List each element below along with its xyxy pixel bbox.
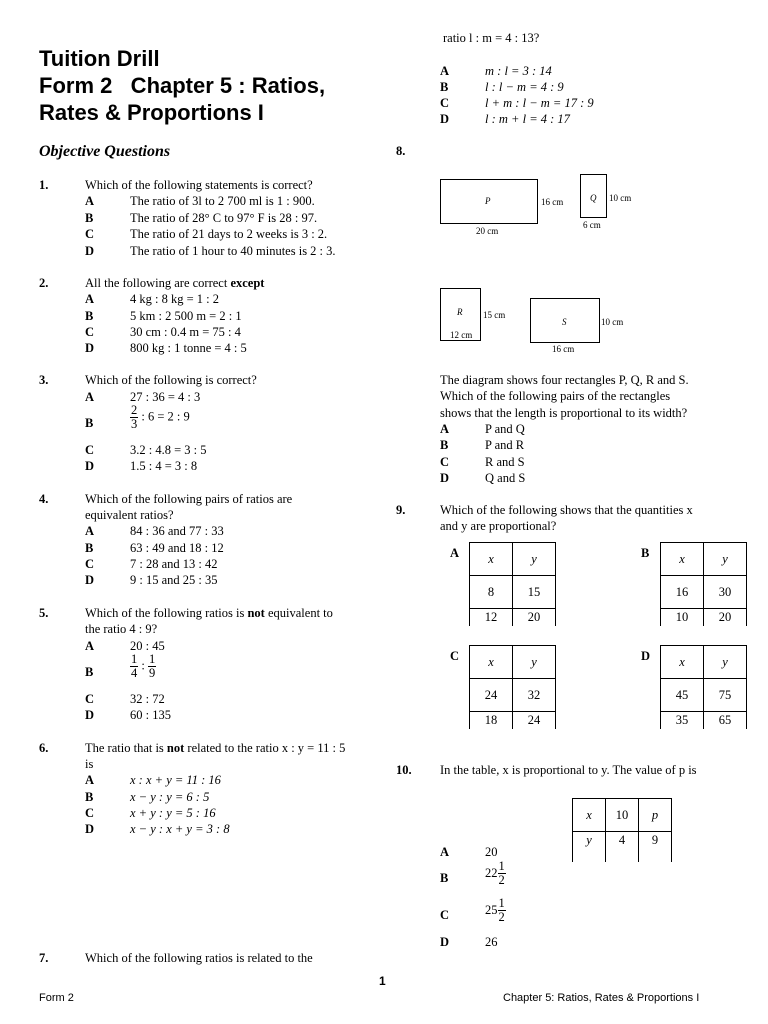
stem-emphasis: except (230, 276, 265, 290)
option-label: D (85, 708, 95, 722)
table-cell: 35 (661, 712, 704, 730)
stem-emphasis: not (247, 606, 265, 620)
rectangle-height: 10 cm (601, 317, 624, 327)
table-cell: 75 (704, 679, 747, 712)
option-text: 5 km : 2 500 m = 2 : 1 (130, 309, 242, 323)
table-cell: 10 (661, 609, 704, 627)
option-label: D (85, 573, 95, 587)
numerator: 1 (148, 652, 156, 666)
option-label: C (85, 227, 95, 241)
mixed-whole: 25 (485, 903, 498, 917)
option-label: C (85, 806, 95, 820)
option-label: B (440, 80, 449, 94)
header-x: x (586, 807, 592, 822)
stem-text: Which of the following ratios is (85, 606, 245, 620)
title-line: Tuition Drill (39, 46, 160, 71)
option-text (485, 860, 506, 887)
table-option-b (660, 542, 747, 626)
option-label: D (85, 341, 95, 355)
option-label: D (85, 244, 95, 258)
header-y: y (722, 654, 728, 669)
denominator: 9 (148, 666, 156, 680)
table-x-y-values (572, 798, 672, 862)
option-text: l : l − m = 4 : 9 (485, 80, 564, 94)
option-label: C (85, 325, 95, 339)
option-text: The ratio of 21 days to 2 weeks is 3 : 2. (130, 227, 328, 241)
option-label: C (85, 692, 95, 706)
option-label: A (85, 390, 95, 404)
rectangle-height: 15 cm (483, 310, 506, 320)
fraction (130, 653, 138, 680)
table-option-c (469, 645, 556, 729)
option-text: 20 : 45 (130, 639, 165, 653)
fraction (130, 404, 138, 431)
option-text: 3.2 : 4.8 = 3 : 5 (130, 443, 207, 457)
option-text: 84 : 36 and 77 : 33 (130, 524, 224, 538)
question-number: 3. (39, 373, 49, 387)
option-text: 26 (485, 935, 498, 949)
rectangle-width: 20 cm (476, 226, 499, 236)
table-cell: 20 (513, 609, 556, 627)
question-stem: Which of the following pairs of the rectangles (440, 389, 671, 403)
question-stem: Which of the following shows that the quantities x (440, 503, 693, 517)
table-cell: 16 (661, 576, 704, 609)
option-text: R and S (485, 455, 525, 469)
page-title (39, 45, 325, 126)
option-label: D (440, 471, 450, 485)
mixed-whole: 22 (485, 866, 498, 880)
option-label: C (85, 443, 95, 457)
numerator: 1 (498, 859, 505, 873)
question-number: 7. (39, 951, 49, 965)
option-label: C (450, 649, 460, 663)
table-cell: 12 (470, 609, 513, 627)
header-y: y (531, 551, 537, 566)
table-cell: 4 (606, 832, 639, 863)
option-text: The ratio of 3l to 2 700 ml is 1 : 900. (130, 194, 315, 208)
option-label: D (641, 649, 651, 663)
question-stem (85, 275, 264, 291)
option-label: B (440, 438, 449, 452)
table-option-d (660, 645, 747, 729)
option-text: 32 : 72 (130, 692, 165, 706)
question-number: 6. (39, 741, 49, 755)
question-stem: Which of the following is correct? (85, 373, 257, 387)
section-heading: Objective Questions (39, 143, 171, 160)
table-cell-p: p (651, 807, 659, 822)
rectangle-height: 10 cm (609, 193, 632, 203)
option-text: 27 : 36 = 4 : 3 (130, 390, 201, 404)
option-label: A (85, 773, 95, 787)
question-stem: is (85, 757, 94, 771)
header-y: y (531, 654, 537, 669)
page-number: 1 (379, 974, 386, 988)
option-label: B (85, 416, 94, 430)
question-stem: Which of the following statements is correct? (85, 178, 313, 192)
question-stem: Which of the following ratios is related to the (85, 951, 313, 965)
question-number: 8. (396, 144, 406, 158)
option-label: A (85, 524, 95, 538)
option-text: The ratio of 1 hour to 40 minutes is 2 : 3. (130, 244, 336, 258)
question-number: 9. (396, 503, 406, 517)
option-text: l : m + l = 4 : 17 (485, 112, 570, 126)
rectangle-label: Q (590, 193, 597, 203)
option-label: C (440, 96, 450, 110)
option-label: B (85, 211, 94, 225)
option-text: m : l = 3 : 14 (485, 64, 552, 78)
rectangle-width: 6 cm (583, 220, 601, 230)
table-cell: 20 (704, 609, 747, 627)
rectangle-label: S (562, 317, 567, 327)
option-label: D (440, 112, 450, 126)
ratio-colon: : (141, 658, 145, 673)
table-cell: 24 (513, 712, 556, 730)
numerator: 1 (498, 896, 505, 910)
option-text: 1.5 : 4 = 3 : 8 (130, 459, 198, 473)
fraction (148, 653, 156, 680)
table-cell: 45 (661, 679, 704, 712)
stem-text: The ratio that is (85, 741, 164, 755)
question-stem: In the table, x is proportional to y. The value of p is (440, 763, 697, 777)
header-y: y (586, 833, 592, 847)
option-text (485, 897, 506, 924)
question-stem (85, 605, 333, 621)
fraction (498, 897, 506, 924)
question-number: 5. (39, 606, 49, 620)
option-text: P and R (485, 438, 525, 452)
header-y: y (722, 551, 728, 566)
rectangle-width: 16 cm (552, 344, 575, 354)
option-text: 4 kg : 8 kg = 1 : 2 (130, 292, 219, 306)
title-line: Form 2 Chapter 5 : Ratios, (39, 73, 326, 98)
header-x: x (488, 654, 494, 669)
question-stem (85, 740, 345, 756)
option-label: B (85, 309, 94, 323)
table-cell: 18 (470, 712, 513, 730)
rectangle-height: 16 cm (541, 197, 564, 207)
denominator: 2 (498, 873, 505, 887)
rectangle-label: R (457, 307, 463, 317)
option-text (130, 404, 190, 431)
title-line: Rates & Proportions I (39, 100, 264, 125)
option-text: The ratio of 28° C to 97° F is 28 : 97. (130, 211, 318, 225)
rectangle-width: 12 cm (450, 330, 473, 340)
option-label: B (440, 871, 449, 885)
option-label: B (85, 541, 94, 555)
option-text: x : x + y = 11 : 16 (130, 773, 221, 787)
option-text: 63 : 49 and 18 : 12 (130, 541, 224, 555)
option-label: D (85, 459, 95, 473)
header-x: x (488, 551, 494, 566)
numerator: 2 (131, 403, 138, 417)
option-text: x − y : y = 6 : 5 (130, 790, 210, 804)
option-label: D (85, 822, 95, 836)
option-label: A (440, 422, 450, 436)
question-stem: ratio l : m = 4 : 13? (443, 31, 540, 45)
stem-emphasis: not (166, 741, 185, 755)
table-cell: 15 (513, 576, 556, 609)
question-number: 10. (396, 763, 412, 777)
option-text: 9 : 15 and 25 : 35 (130, 573, 218, 587)
question-number: 1. (39, 178, 49, 192)
option-label: C (440, 908, 450, 922)
option-text: 60 : 135 (130, 708, 171, 722)
option-label: A (85, 639, 95, 653)
table-cell: 24 (470, 679, 513, 712)
stem-text: All the following are correct (85, 276, 228, 290)
table-cell: 32 (513, 679, 556, 712)
stem-text: equivalent to (267, 606, 333, 620)
table-cell: 65 (704, 712, 747, 730)
question-stem: shows that the length is proportional to its width? (440, 406, 688, 420)
option-text: 30 cm : 0.4 m = 75 : 4 (130, 325, 241, 339)
question-number: 4. (39, 492, 49, 506)
header-x: x (679, 551, 685, 566)
footer-right: Chapter 5: Ratios, Rates & Proportions I (503, 992, 700, 1004)
stem-text: related to the ratio x : y = 11 : 5 (187, 741, 346, 755)
table-cell: 30 (704, 576, 747, 609)
option-label: B (85, 665, 94, 679)
question-stem: The diagram shows four rectangles P, Q, R and S. (440, 373, 689, 387)
numerator: 1 (131, 652, 138, 666)
fraction (498, 860, 506, 887)
option-label: C (85, 557, 95, 571)
option-text: 800 kg : 1 tonne = 4 : 5 (130, 341, 247, 355)
question-stem: Which of the following pairs of ratios are (85, 492, 293, 506)
table-cell: 10 (606, 799, 639, 832)
option-text: x − y : x + y = 3 : 8 (130, 822, 230, 836)
option-text: P and Q (485, 422, 525, 436)
option-text: 7 : 28 and 13 : 42 (130, 557, 218, 571)
rectangle-label: P (485, 196, 491, 206)
table-cell: 8 (470, 576, 513, 609)
option-text: 20 (485, 845, 498, 859)
option-label: B (85, 790, 94, 804)
option-text: Q and S (485, 471, 526, 485)
option-label: D (440, 935, 450, 949)
question-number: 2. (39, 276, 49, 290)
option-text (130, 653, 156, 680)
option-label: A (85, 194, 95, 208)
table-cell: 9 (639, 832, 672, 863)
option-label: A (85, 292, 95, 306)
denominator: 3 (131, 417, 138, 431)
question-stem: the ratio 4 : 9? (85, 622, 158, 636)
option-label: A (450, 546, 460, 560)
footer-left: Form 2 (39, 992, 74, 1004)
option-label: C (440, 455, 450, 469)
option-rest: : 6 = 2 : 9 (141, 409, 190, 424)
option-label: B (641, 546, 650, 560)
question-stem: equivalent ratios? (85, 508, 174, 522)
denominator: 4 (131, 666, 138, 680)
question-stem: and y are proportional? (440, 519, 557, 533)
option-text: x + y : y = 5 : 16 (130, 806, 216, 820)
header-x: x (679, 654, 685, 669)
option-text: l + m : l − m = 17 : 9 (485, 96, 594, 110)
option-label: A (440, 64, 450, 78)
denominator: 2 (498, 910, 505, 924)
table-option-a (469, 542, 556, 626)
option-label: A (440, 845, 450, 859)
